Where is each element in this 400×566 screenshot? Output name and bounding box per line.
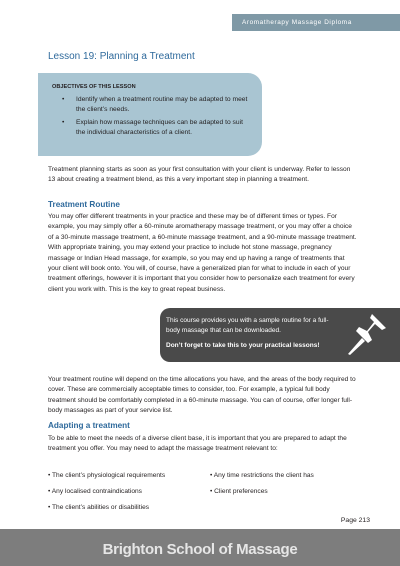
header-bar [232, 14, 400, 31]
bullet-icon: • [210, 488, 213, 495]
list-item [210, 471, 348, 481]
objectives-title: OBJECTIVES OF THIS LESSON [52, 84, 136, 90]
bullet-icon: • [48, 504, 51, 511]
adapting-heading: Adapting a treatment [48, 421, 130, 430]
callout-bold-text: Don’t forget to take this to your practical lessons! [166, 341, 320, 349]
list-item-text: Any localised contraindications [51, 488, 142, 495]
bullet-icon: • [210, 472, 213, 479]
lesson-title: Lesson 19: Planning a Treatment [48, 51, 195, 62]
bullet-icon: • [48, 488, 51, 495]
list-item [48, 487, 213, 497]
list-item-text: Client preferences [214, 488, 268, 495]
header-label: Aromatherapy Massage Diploma [242, 19, 352, 26]
objective-text: Explain how massage techniques can be adapted to suit the individual characteristics of a client. [76, 119, 243, 136]
list-item-text: The client’s physiological requirements [52, 472, 166, 479]
footer-brand: Brighton School of Massage [102, 541, 298, 558]
bullet-icon: • [62, 96, 65, 103]
objectives-list [52, 95, 252, 138]
list-item [210, 487, 348, 497]
push-pin-icon [342, 310, 392, 360]
footer-bar [0, 529, 400, 566]
list-item-text: The client’s abilities or disabilities [52, 504, 150, 511]
intro-paragraph: Treatment planning starts as soon as your first consultation with your client is underway. Refer to lesson 13 about creating a treatment blend, as this a very important step in planning a treatment. [48, 166, 351, 184]
page-number: Page 213 [340, 517, 370, 524]
list-item [48, 503, 210, 513]
treatment-routine-heading: Treatment Routine [48, 200, 120, 209]
adaptation-list [48, 471, 348, 513]
list-item-text: Any time restrictions the client has [213, 472, 314, 479]
objective-item [52, 118, 252, 138]
objective-item [52, 95, 252, 115]
adapting-paragraph: To be able to meet the needs of a diverse client base, it is important that you are prepared to adapt the treatment you offer. You may need to adapt the massage treatment relevant to: [48, 435, 347, 453]
objectives-box [38, 73, 262, 156]
bullet-icon: • [48, 472, 51, 479]
bullet-icon: • [62, 119, 65, 126]
objective-text: Identify when a treatment routine may be adapted to meet the client’s needs. [76, 96, 248, 113]
callout-text: This course provides you with a sample routine for a full-body massage that can be downloaded. [166, 317, 329, 335]
list-item [48, 471, 213, 481]
allocations-paragraph: Your treatment routine will depend on the time allocations you have, and the areas of the body required to cover. These are commercially acceptable times to consider, too. For example, a typical full body treatment should be comfortably completed in a 60-minute massage. You can of course, offer longer full-body massages as part of your service list. [48, 376, 356, 415]
callout-box [160, 308, 400, 362]
treatment-routine-paragraph: You may offer different treatments in your practice and these may be of different times or types. For example, you may simply offer a 60-minute aromatherapy massage treatment, or you may offer a choice of a 30-minute massage treatment, a 60-minute massage treatment, and a 90-minute massage treatment. With appropriate training, you may extend your practice to include hot stone massage, pregnancy massage or Indian Head massage, for example, so you may end up having a range of treatments that your client will book onto. You will, of course, have a generalized plan for what to include in each of your treatment offerings, however it is important that you consider how to personalize each treatment for every client you work with. This is the key to great repeat business. [48, 213, 357, 293]
